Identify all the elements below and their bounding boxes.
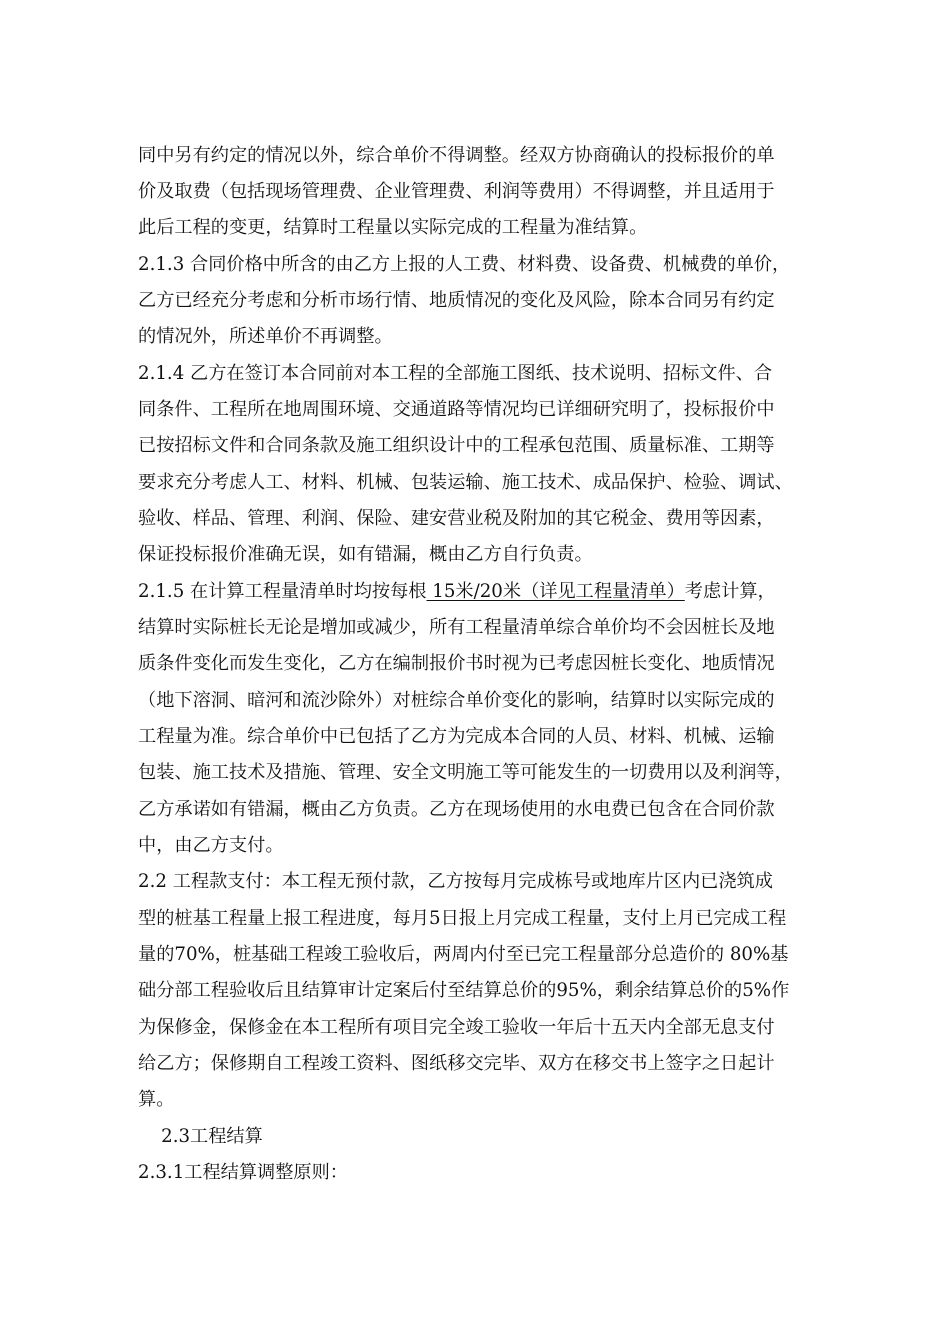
paragraph-line: 型的桩基工程量上报工程进度，每月5日报上月完成工程量，支付上月已完成工程 — [138, 908, 787, 929]
paragraph-line: 此后工程的变更，结算时工程量以实际完成的工程量为准结算。 — [138, 217, 648, 238]
paragraph-line: 量的70%，桩基础工程竣工验收后，两周内付至已完工程量部分总造价的 80%基 — [138, 944, 789, 965]
paragraph-line: 中，由乙方支付。 — [138, 835, 284, 856]
paragraph-line: （地下溶洞、暗河和流沙除外）对桩综合单价变化的影响，结算时以实际完成的 — [138, 690, 775, 711]
paragraph-line: 质条件变化而发生变化，乙方在编制报价书时视为已考虑因桩长变化、地质情况 — [138, 653, 775, 674]
paragraph-line: 要求充分考虑人工、材料、机械、包装运输、施工技术、成品保护、检验、调试、 — [138, 472, 793, 493]
paragraph-line — [138, 579, 776, 605]
subsection-heading: 2.3.1工程结算调整原则： — [138, 1162, 348, 1183]
section-heading: 2.3工程结算 — [138, 1126, 263, 1147]
paragraph-line: 工程量为准。综合单价中已包括了乙方为完成本合同的人员、材料、机械、运输 — [138, 726, 775, 747]
underlined-pile-length: 15米/20米（详见工程量清单） — [426, 581, 685, 602]
line-text: 2.1.5 在计算工程量清单时均按每根 — [138, 581, 427, 602]
paragraph-line: 础分部工程验收后且结算审计定案后付至结算总价的95%，剩余结算总价的5%作 — [138, 980, 790, 1001]
paragraph-line: 乙方已经充分考虑和分析市场行情、地质情况的变化及风险，除本合同另有约定 — [138, 290, 775, 311]
line-text: 考虑计算， — [684, 581, 776, 602]
paragraph-line: 2.2 工程款支付：本工程无预付款，乙方按每月完成栋号或地库片区内已浇筑成 — [138, 871, 773, 892]
paragraph-line: 为保修金，保修金在本工程所有项目完全竣工验收一年后十五天内全部无息支付 — [138, 1017, 775, 1038]
paragraph-line: 价及取费（包括现场管理费、企业管理费、利润等费用）不得调整，并且适用于 — [138, 181, 775, 202]
paragraph-line: 保证投标报价准确无误，如有错漏，概由乙方自行负责。 — [138, 544, 593, 565]
paragraph-line: 的情况外，所述单价不再调整。 — [138, 326, 393, 347]
paragraph-line: 已按招标文件和合同条款及施工组织设计中的工程承包范围、质量标准、工期等 — [138, 435, 775, 456]
paragraph-line: 验收、样品、管理、利润、保险、建安营业税及附加的其它税金、费用等因素， — [138, 508, 775, 529]
paragraph-line: 给乙方；保修期自工程竣工资料、图纸移交完毕、双方在移交书上签字之日起计 — [138, 1053, 775, 1074]
paragraph-line: 结算时实际桩长无论是增加或减少，所有工程量清单综合单价均不会因桩长及地 — [138, 617, 775, 638]
paragraph-line: 包装、施工技术及措施、管理、安全文明施工等可能发生的一切费用以及利润等， — [138, 762, 793, 783]
paragraph-line: 2.1.3 合同价格中所含的由乙方上报的人工费、材料费、设备费、机械费的单价， — [138, 254, 791, 275]
paragraph-line: 同中另有约定的情况以外，综合单价不得调整。经双方协商确认的投标报价的单 — [138, 145, 775, 166]
paragraph-line: 算。 — [138, 1089, 175, 1110]
paragraph-line: 同条件、工程所在地周围环境、交通道路等情况均已详细研究明了，投标报价中 — [138, 399, 775, 420]
paragraph-line: 2.1.4 乙方在签订本合同前对本工程的全部施工图纸、技术说明、招标文件、合 — [138, 363, 773, 384]
paragraph-line: 乙方承诺如有错漏，概由乙方负责。乙方在现场使用的水电费已包含在合同价款 — [138, 799, 775, 820]
